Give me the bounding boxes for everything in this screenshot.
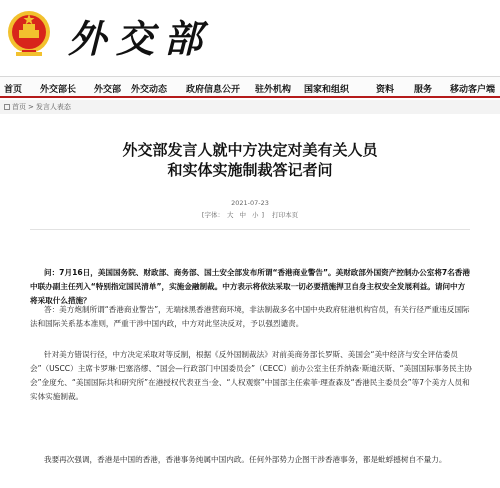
print-page-link[interactable]: 打印本页	[272, 211, 299, 219]
breadcrumb	[0, 100, 500, 114]
breadcrumb-separator: >	[28, 103, 34, 111]
font-size-close: ]	[261, 211, 264, 219]
nav-item-minister[interactable]: 外交部长	[40, 85, 77, 95]
article-date: 2021-07-23	[231, 199, 269, 207]
site-logo-text[interactable]: 外交部	[68, 16, 213, 61]
font-size-medium[interactable]: 中	[239, 211, 246, 219]
breadcrumb-current[interactable]: 发言人表态	[35, 103, 71, 111]
breadcrumb-home[interactable]: 首页	[12, 103, 26, 111]
font-size-large[interactable]: 大	[226, 211, 234, 219]
font-size-label: [字体：	[201, 211, 224, 219]
nav-item-home[interactable]: 首页	[4, 85, 23, 95]
home-icon	[4, 104, 10, 110]
article-title-line-1: 外交部发言人就中方决定对美有关人员	[122, 141, 378, 159]
article-paragraph-answer: 答：美方炮制所谓“香港商业警告”，无端抹黑香港营商环境，非法制裁多名中国中央政府驻港机构官员，有关行径严重违反国际法和国际关系基本准则，严重干涉中国内政，中方对此坚决反对，予以强烈谴责。	[30, 305, 470, 328]
site-header	[0, 0, 500, 76]
nav-item-mobile[interactable]: 移动客户端	[450, 85, 496, 95]
nav-item-missions[interactable]: 驻外机构	[255, 85, 292, 95]
main-nav	[0, 76, 500, 98]
national-emblem-icon[interactable]	[6, 6, 52, 60]
nav-item-news[interactable]: 外交动态	[131, 85, 168, 95]
nav-item-services[interactable]: 服务	[414, 85, 433, 95]
nav-item-countries[interactable]: 国家和组织	[304, 85, 350, 95]
article-divider	[30, 229, 470, 230]
nav-item-resources[interactable]: 资料	[376, 85, 395, 95]
article-title	[0, 140, 500, 180]
nav-item-ministry[interactable]: 外交部	[94, 85, 122, 95]
article-tools	[0, 210, 500, 219]
article-title-line-2: 和实体实施制裁答记者问	[167, 161, 333, 179]
article-paragraph-question: 问：7月16日，美国国务院、财政部、商务部、国土安全部发布所谓“香港商业警告”。美财政部外国资产控制办公室将7名香港中联办副主任列入“特别指定国民清单”，实施金融制裁。中方表示将依法采取一切必要措施捍卫自身主权安全发展利益。请问中方将采取什么措施？	[30, 268, 470, 305]
nav-item-info-disclosure[interactable]: 政府信息公开	[186, 85, 241, 95]
font-size-small[interactable]: 小	[251, 211, 259, 219]
article-paragraph-statement: 我要再次强调，香港是中国的香港，香港事务纯属中国内政。任何外部势力企图干涉香港事务，都是蚍蜉撼树自不量力。	[44, 455, 447, 464]
article-paragraph-sanctions: 针对美方错误行径，中方决定采取对等反制，根据《反外国制裁法》对前美商务部长罗斯、美国会“美中经济与安全评估委员会”（USCC）主席卡罗琳·巴塞洛缪、“国会—行政部门中国委员会”（CECC）前办公室主任乔纳森·斯迪沃斯、“美国国际事务民主协会”金度允、“美国国际共和研究所”在港授权代表亚当·金、“人权观察”中国部主任索菲·理查森及“香港民主委员会”等7个美方人员和实体实施制裁。	[30, 350, 472, 401]
